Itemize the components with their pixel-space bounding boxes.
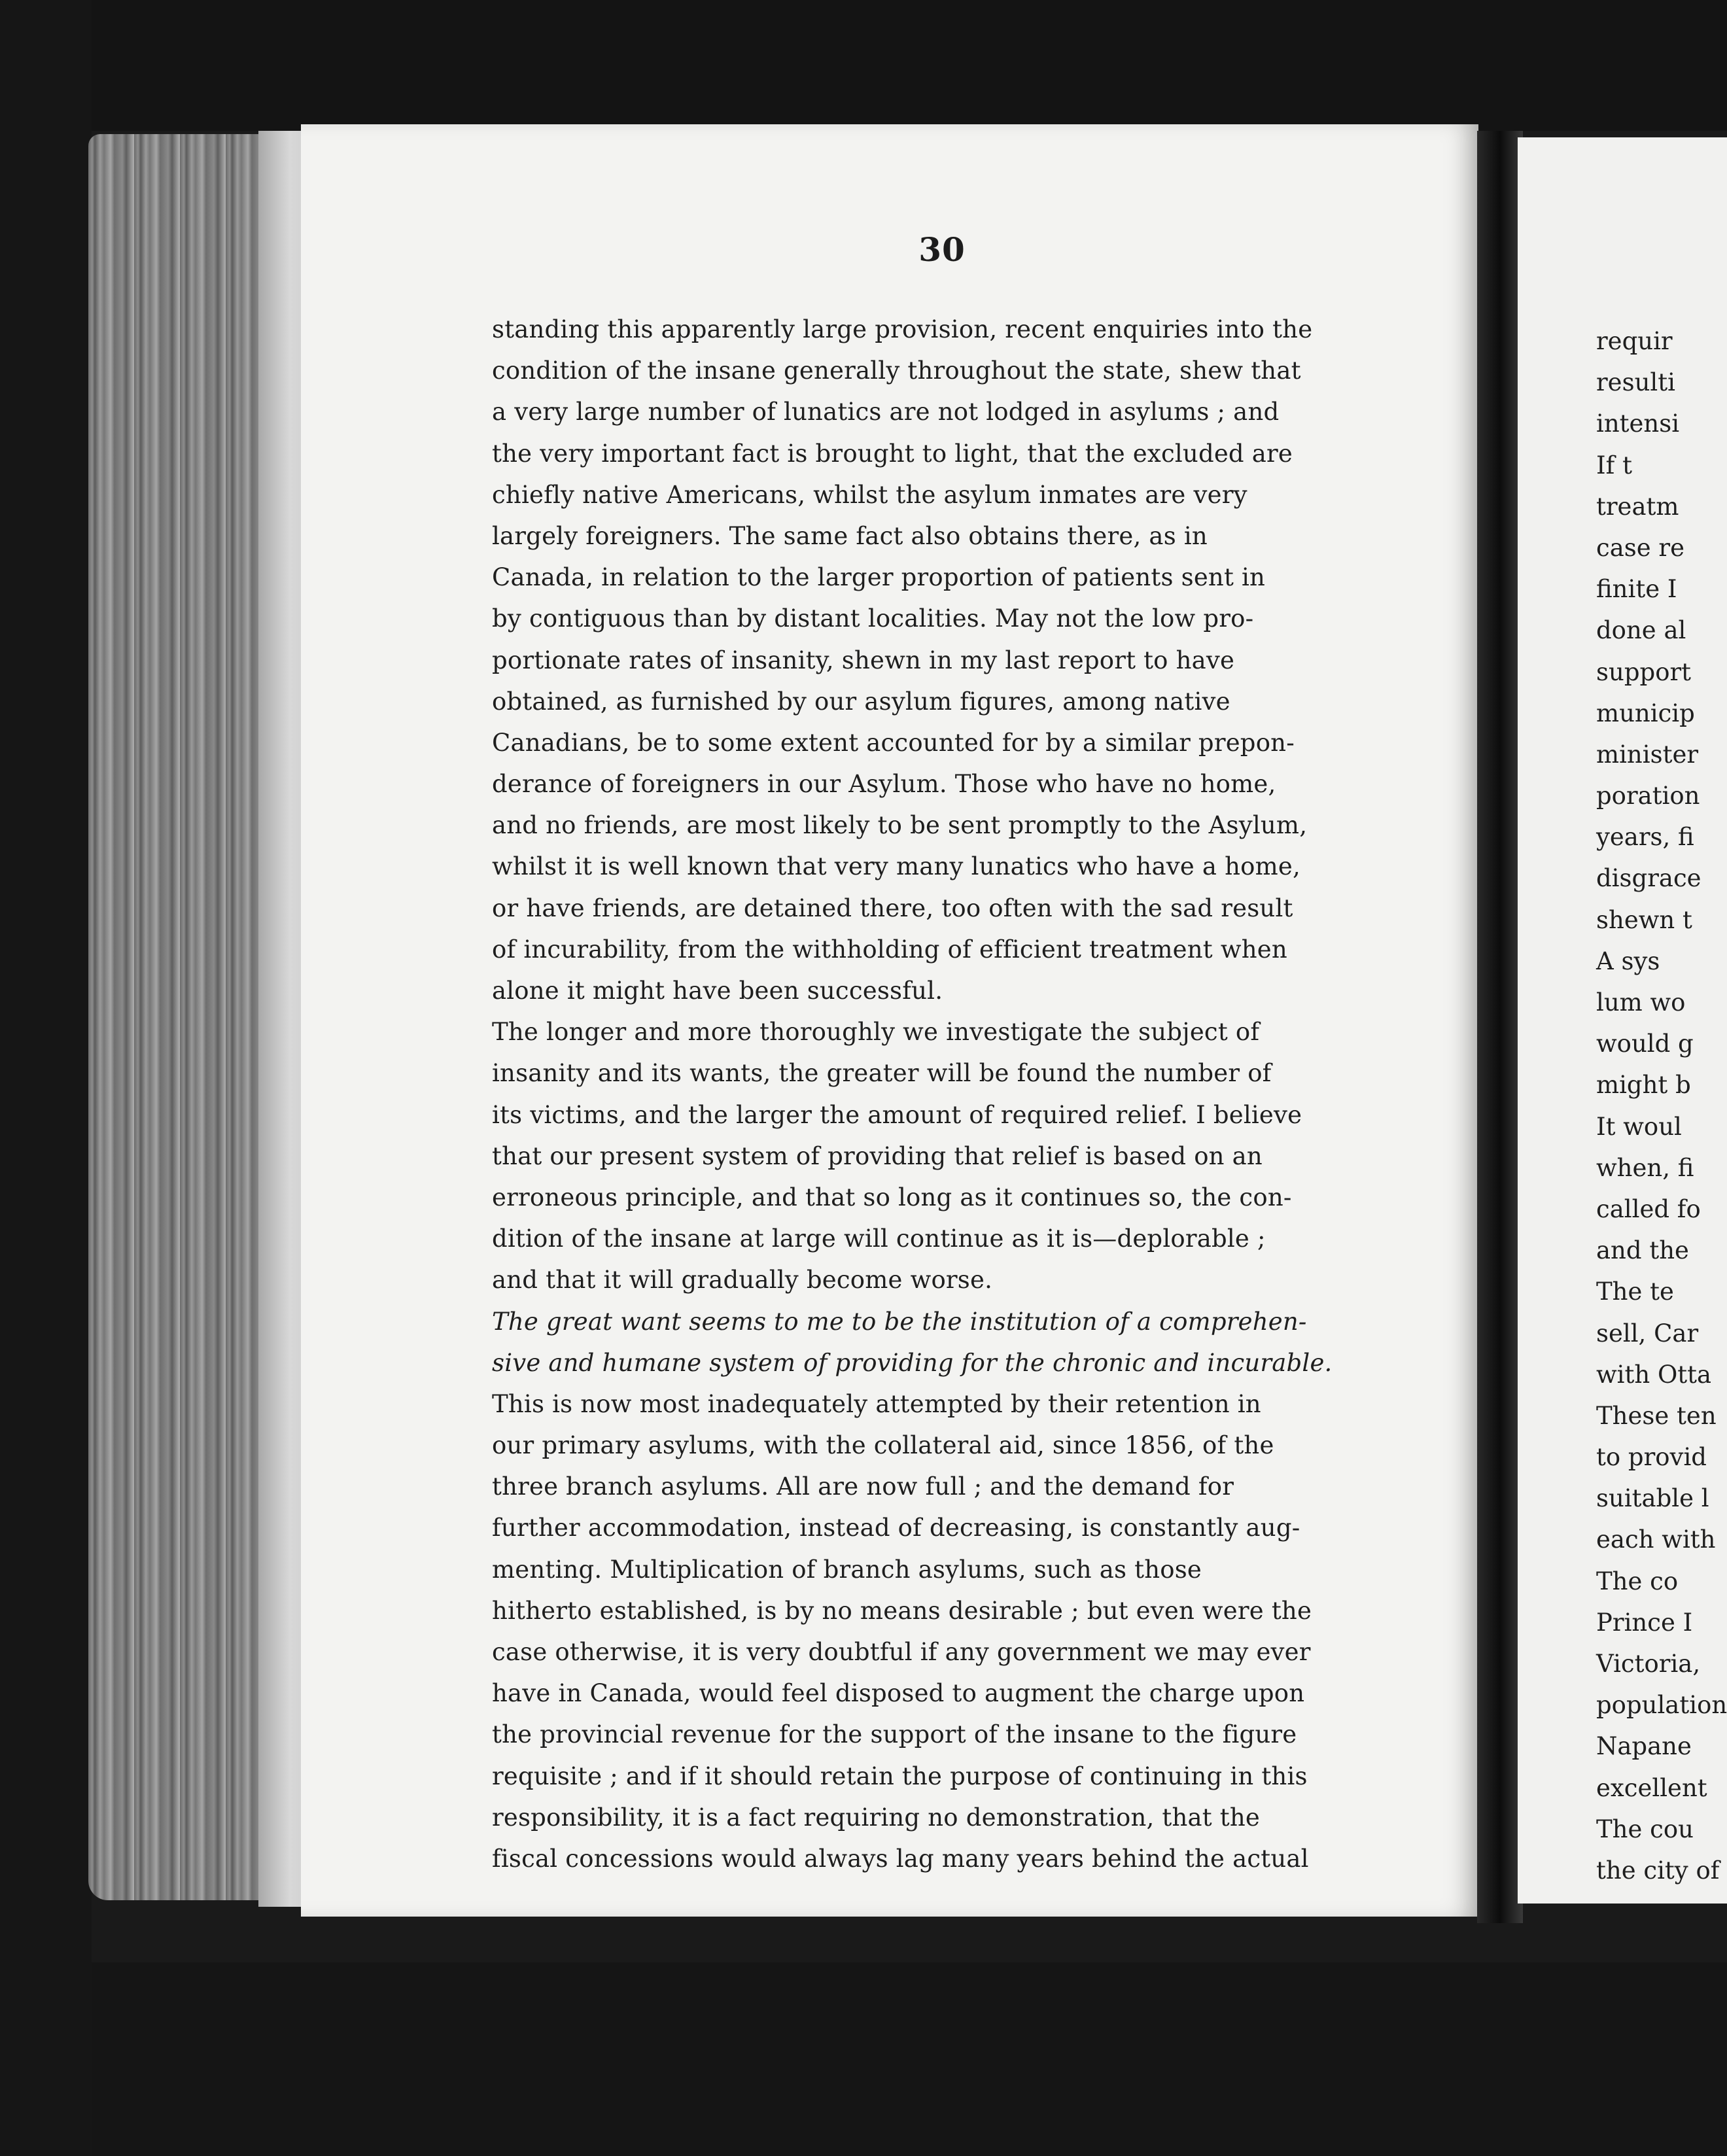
text-line: obtained, as furnished by our asylum figures, among native (492, 687, 1230, 716)
facing-page-text-line: requir (1596, 327, 1673, 355)
text-line: hitherto established, is by no means desirable ; but even were the (492, 1596, 1312, 1625)
text-line: have in Canada, would feel disposed to augment the charge upon (492, 1679, 1305, 1708)
text-line: further accommodation, instead of decreasing, is constantly aug- (492, 1514, 1300, 1542)
facing-page-text-line: called fo (1596, 1194, 1701, 1223)
facing-page-text-line: would g (1596, 1030, 1694, 1058)
facing-page-text-line: intensi (1596, 409, 1680, 438)
facing-page-text-line: with Otta (1596, 1360, 1712, 1389)
text-line: case otherwise, it is very doubtful if any government we may ever (492, 1638, 1311, 1666)
facing-page-text-line: Prince I (1596, 1608, 1693, 1637)
text-line: The longer and more thoroughly we investigate the subject of (492, 1018, 1260, 1047)
facing-page-text-line: These ten (1596, 1401, 1717, 1430)
text-line: condition of the insane generally throughout the state, shew that (492, 356, 1301, 385)
text-line: and no friends, are most likely to be sent promptly to the Asylum, (492, 811, 1308, 840)
facing-page-text-line: when, fi (1596, 1153, 1694, 1182)
text-line: the provincial revenue for the support of the insane to the figure (492, 1720, 1297, 1749)
text-line: or have friends, are detained there, too often with the sad result (492, 894, 1293, 922)
facing-page-text-line: Napane (1596, 1732, 1692, 1761)
facing-page-text-line: It woul (1596, 1112, 1682, 1141)
facing-page-text-line: The te (1596, 1278, 1674, 1306)
facing-page-text-line: minister (1596, 740, 1699, 769)
text-line: and that it will gradually become worse. (492, 1266, 993, 1295)
text-line: requisite ; and if it should retain the purpose of continuing in this (492, 1762, 1308, 1790)
scan-background-left (0, 0, 92, 2156)
facing-page-text-line: to provid (1596, 1443, 1707, 1472)
text-line: erroneous principle, and that so long as it continues so, the con- (492, 1183, 1292, 1211)
text-line: The great want seems to me to be the institution of a comprehen- (492, 1307, 1307, 1336)
text-line: a very large number of lunatics are not lodged in asylums ; and (492, 398, 1280, 426)
text-line: alone it might have been successful. (492, 977, 943, 1005)
facing-page-text-line: support (1596, 657, 1692, 686)
facing-page-text-line: resulti (1596, 368, 1675, 397)
page-number: 30 (918, 230, 966, 269)
facing-page-text-line: lum wo (1596, 988, 1686, 1017)
text-line: standing this apparently large provision, recent enquiries into the (492, 315, 1313, 343)
text-line: our primary asylums, with the collateral aid, since 1856, of the (492, 1431, 1274, 1460)
text-line: Canada, in relation to the larger proportion of patients sent in (492, 563, 1266, 592)
facing-page-text-line: municip (1596, 699, 1695, 727)
text-line: three branch asylums. All are now full ; and the demand for (492, 1472, 1234, 1501)
facing-page-text-line: excellent (1596, 1773, 1707, 1802)
text-line: chiefly native Americans, whilst the asylum inmates are very (492, 480, 1247, 509)
text-line: largely foreigners. The same fact also obtains there, as in (492, 521, 1208, 550)
facing-page-text-line: sell, Car (1596, 1319, 1699, 1348)
facing-page-text-line: shewn t (1596, 905, 1692, 934)
book-gutter (1477, 131, 1523, 1923)
facing-page-text-line: each with (1596, 1525, 1716, 1554)
text-line: dition of the insane at large will continue as it is—deplorable ; (492, 1225, 1266, 1253)
text-line: portionate rates of insanity, shewn in my last report to have (492, 646, 1235, 674)
facing-page-text-line: disgrace (1596, 864, 1701, 893)
facing-page-text-line: A sys (1596, 947, 1660, 975)
facing-page-text-line: might b (1596, 1071, 1691, 1100)
text-line: whilst it is well known that very many lunatics who have a home, (492, 852, 1300, 881)
text-line: responsibility, it is a fact requiring no demonstration, that the (492, 1803, 1261, 1832)
facing-page-text-line: The cou (1596, 1815, 1694, 1843)
text-line: menting. Multiplication of branch asylums, such as those (492, 1555, 1202, 1584)
facing-page-text-line: treatm (1596, 492, 1679, 521)
text-line: insanity and its wants, the greater will be found the number of (492, 1059, 1272, 1088)
left-page-text (492, 309, 1408, 1879)
text-line: sive and humane system of providing for the chronic and incurable. (492, 1348, 1333, 1377)
facing-page-text-line: Victoria, (1596, 1650, 1701, 1678)
facing-page-text-line: case re (1596, 533, 1685, 562)
facing-page-text-line: poration (1596, 782, 1700, 810)
text-line: Canadians, be to some extent accounted for by a similar prepon- (492, 728, 1295, 757)
facing-page-text-line: population (1596, 1691, 1727, 1720)
facing-page-text-line: The co (1596, 1567, 1679, 1595)
scan-background-top (0, 0, 1727, 131)
text-line: of incurability, from the withholding of efficient treatment when (492, 935, 1287, 964)
text-line: This is now most inadequately attempted by their retention in (492, 1389, 1261, 1418)
text-line: fiscal concessions would always lag many years behind the actual (492, 1844, 1309, 1873)
text-line: the very important fact is brought to light, that the excluded are (492, 439, 1293, 468)
facing-page-text-line: If t (1596, 451, 1632, 479)
facing-page-text-line: years, fi (1596, 823, 1694, 852)
right-page-text (1596, 321, 1727, 1891)
text-line: that our present system of providing that relief is based on an (492, 1141, 1263, 1170)
facing-page-text-line: finite I (1596, 575, 1677, 604)
scan-background-bottom (0, 1962, 1727, 2156)
facing-page-text-line: done al (1596, 616, 1686, 645)
text-line: derance of foreigners in our Asylum. Those who have no home, (492, 770, 1276, 799)
text-line: its victims, and the larger the amount of required relief. I believe (492, 1100, 1302, 1129)
facing-page-text-line: and the (1596, 1236, 1689, 1265)
facing-page-text-line: the city of (1596, 1856, 1720, 1885)
text-line: by contiguous than by distant localities. May not the low pro- (492, 604, 1254, 633)
facing-page-text-line: suitable l (1596, 1484, 1709, 1513)
